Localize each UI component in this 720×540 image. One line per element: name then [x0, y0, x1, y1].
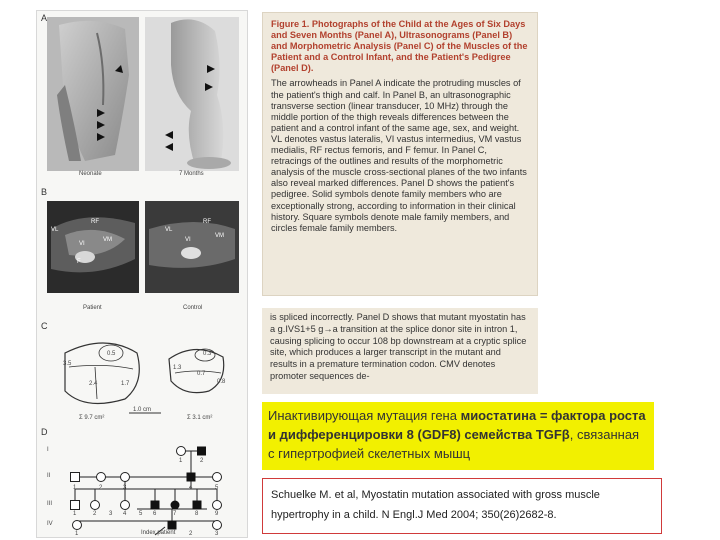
panel-b-left-label: Patient	[83, 305, 102, 311]
pedigree-iii-2: 2	[93, 511, 97, 517]
c-right-v3: 0.7	[197, 371, 206, 377]
b-left-f: F	[77, 259, 81, 265]
pedigree-ii-3: 3	[123, 485, 127, 491]
pedigree-i-2: 2	[200, 458, 204, 464]
article-extract: is spliced incorrectly. Panel D shows that mutant myostatin has a g.IVS1+5 g→a transition at the splice donor site in intron 1, causing splicing to occur 108 bp downstream at a cryptic splice site, which produces a larger transcript in the mutant and results in a premature termination codon. CMV denotes promoter sequences de-	[262, 308, 538, 394]
figure-panel	[36, 10, 248, 538]
panel-d-pedigree	[37, 431, 247, 537]
pedigree-iv-1: 1	[75, 531, 79, 537]
pedigree-ii-2: 2	[99, 485, 103, 491]
b-left-rf: RF	[91, 219, 99, 225]
citation: Schuelke M. et al, Myostatin mutation associated with gross muscle hypertrophy in a child. N Engl.J Med 2004; 350(26)2682-8.	[262, 478, 662, 534]
c-left-v4: 1.7	[121, 381, 130, 387]
highlight-summary	[262, 402, 654, 470]
pedigree-gen-2: II	[47, 473, 51, 479]
panel-label-c: C	[41, 321, 48, 331]
pedigree-iii-3: 3	[109, 511, 113, 517]
c-right-total: Σ 3.1 cm²	[187, 415, 213, 421]
b-left-vm: VM	[103, 237, 112, 243]
pedigree-iii-6: 6	[153, 511, 157, 517]
panel-a-right-label: 7 Months	[179, 171, 204, 177]
pedigree-gen-1: I	[47, 447, 49, 453]
panel-label-d: D	[41, 427, 48, 437]
pedigree-iii-7: 7	[173, 511, 177, 517]
pedigree-iv-3: 3	[215, 531, 219, 537]
c-left-v3: 2.4	[89, 381, 98, 387]
pedigree-index-label: Index patient	[141, 530, 176, 536]
c-left-v2: 0.5	[107, 351, 116, 357]
panel-label-a: A	[41, 13, 48, 23]
b-right-vm: VM	[215, 233, 224, 239]
b-right-vl: VL	[165, 227, 173, 233]
pedigree-i-1: 1	[179, 458, 183, 464]
pedigree-iii-1: 1	[73, 511, 77, 517]
c-right-v2: 0.3	[203, 351, 212, 357]
c-left-v1: 3.5	[63, 361, 72, 367]
c-right-v1: 1.3	[173, 365, 182, 371]
panel-a-left-label: Neonate	[79, 171, 102, 177]
highlight-text-after: , связанная с гипертрофией скелетных мышц	[268, 427, 640, 461]
b-right-rf: RF	[203, 219, 211, 225]
panel-b-ultrasound	[45, 199, 241, 299]
c-right-v4: 0.8	[217, 379, 226, 385]
figure-caption	[262, 12, 538, 296]
b-left-vi: VI	[79, 241, 85, 247]
panel-label-b: B	[41, 187, 48, 197]
caption-body: The arrowheads in Panel A indicate the protruding muscles of the patient's thigh and calf. In Panel B, an ultrasonographic transverse section (linear transducer, 10 MHz) through the middle portion of the thigh reveals differences between the patient and a control infant of the same age, sex, and weight. VL denotes vastus lateralis, VI vastus intermedius, VM vastus medialis, RF rectus femoris, and F femur. In Panel C, retracings of the outlines and results of the morphometric analysis of the muscle cross-sectional planes of the two infants also reveal marked differences. Panel D shows the patient's pedigree. Solid symbols denote family members who are exceptionally strong, according to information in their clinical history. Square symbols denote male family members, and circles female family members.	[271, 78, 527, 233]
pedigree-iv-2: 2	[189, 531, 193, 537]
pedigree-ii-1: 1	[73, 485, 77, 491]
highlight-text-before: Инактивирующая мутация гена	[268, 408, 461, 423]
b-right-vi: VI	[185, 237, 191, 243]
panel-b-right-label: Control	[183, 305, 203, 311]
pedigree-iii-8: 8	[195, 511, 199, 517]
pedigree-iii-9: 9	[215, 511, 219, 517]
pedigree-gen-3: III	[47, 501, 53, 507]
c-left-total: Σ 9.7 cm²	[79, 415, 105, 421]
pedigree-iii-5: 5	[139, 511, 143, 517]
pedigree-iii-4: 4	[123, 511, 127, 517]
b-left-vl: VL	[51, 227, 59, 233]
pedigree-ii-4: 4	[189, 485, 193, 491]
pedigree-ii-5: 5	[215, 485, 219, 491]
highlight-text-bold: миостатина = фактора роста и дифференцировки 8 (GDF8) семейства TGFβ	[268, 408, 646, 442]
c-scale-bar: 1.0 cm	[133, 407, 152, 413]
panel-a-photos	[45, 15, 241, 181]
pedigree-gen-4: IV	[47, 521, 53, 527]
caption-title: Figure 1. Photographs of the Child at the Ages of Six Days and Seven Months (Panel A), Ultrasonograms (Panel B) and Morphometric Analysis (Panel C) of the Muscles of the Patient and a Control Infant, and the Patient's Pedigree (Panel D).	[271, 19, 528, 74]
